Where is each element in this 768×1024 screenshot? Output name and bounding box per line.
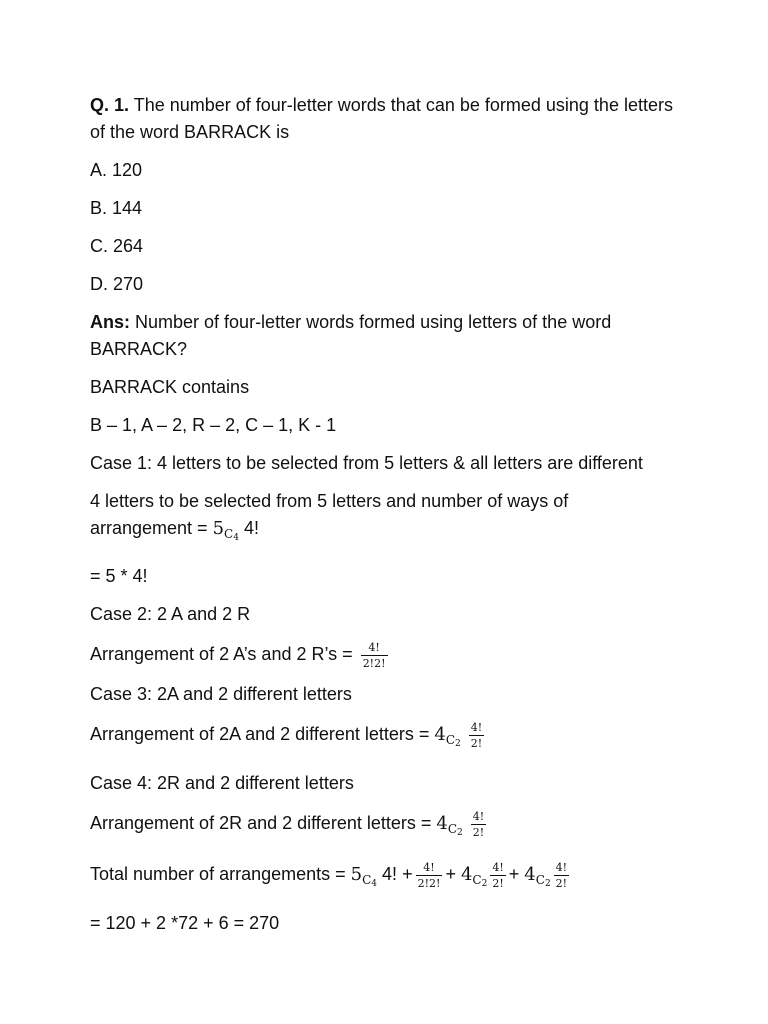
total-plus-2: +: [445, 863, 456, 884]
case2-line: Arrangement of 2 A’s and 2 R’s =: [90, 644, 353, 664]
case2-fraction: $\frac{4!}{2!2!}$: [362, 640, 386, 670]
question-label: Q. 1.: [90, 95, 130, 115]
case3-comb-c: C2: [445, 732, 461, 749]
total-term4-n: 4: [524, 863, 536, 885]
total-term3-n: 4: [460, 863, 473, 885]
case1-line-b: arrangement =: [90, 518, 208, 538]
total-plus-3: +: [508, 863, 520, 884]
total-result: = 120 + 2 *72 + 6 = 270: [90, 912, 280, 933]
case1-comb-n: 5: [212, 518, 225, 539]
option-c: C. 264: [90, 236, 144, 256]
case4-title: Case 4: 2R and 2 different letters: [90, 772, 354, 793]
contains-heading: BARRACK contains: [90, 377, 250, 397]
case4-arrangement: [90, 808, 690, 848]
case1-title: Case 1: 4 letters to be selected from 5 letters & all letters are different: [90, 453, 643, 473]
total-term3-comb: C2: [472, 872, 488, 889]
answer-text: Number of four-letter words formed using letters of the word BARRACK?: [90, 312, 612, 359]
total-term1-factor: 4!: [382, 863, 398, 884]
document-page: [90, 92, 690, 948]
case4-comb-n: 4: [436, 812, 448, 834]
case1-line-a: 4 letters to be selected from 5 letters and number of ways of: [90, 491, 569, 511]
case3-comb-n: 4: [434, 723, 446, 745]
letter-counts: B – 1, A – 2, R – 2, C – 1, K - 1: [90, 415, 337, 435]
total-term2-fraction: $\frac{4!}{2!2!}$: [417, 860, 441, 890]
option-b: B. 144: [90, 198, 143, 218]
case3-title: Case 3: 2A and 2 different letters: [90, 683, 352, 704]
answer-paragraph: [90, 309, 690, 363]
case3-line: Arrangement of 2A and 2 different letters =: [90, 723, 430, 744]
total-term4-comb: C2: [535, 872, 551, 889]
question-paragraph: [90, 92, 690, 146]
case1-result: = 5 * 4!: [90, 566, 148, 586]
total-arrangements: [90, 859, 690, 899]
total-term1-n: 5: [350, 863, 363, 885]
total-line: Total number of arrangements =: [90, 863, 346, 884]
case4-comb-c: C2: [447, 821, 463, 838]
total-term1-comb: C4: [362, 872, 378, 889]
case3-arrangement: [90, 719, 690, 759]
total-term4-fraction: $\frac{4!}{2!}$: [555, 860, 568, 890]
case2-title: Case 2: 2 A and 2 R: [90, 604, 251, 624]
total-plus-1: +: [402, 863, 413, 884]
case3-fraction: $\frac{4!}{2!}$: [470, 720, 483, 750]
case2-arrangement: [90, 639, 690, 670]
question-text: The number of four-letter words that can be formed using the letters of the word BARRACK is: [90, 95, 673, 142]
case1-description: [90, 488, 690, 552]
total-term3-fraction: $\frac{4!}{2!}$: [492, 860, 504, 890]
case4-fraction: $\frac{4!}{2!}$: [472, 809, 485, 839]
case4-line: Arrangement of 2R and 2 different letters =: [90, 812, 432, 833]
case1-comb-c: C4: [224, 527, 239, 543]
option-d: D. 270: [90, 274, 144, 294]
option-a: A. 120: [90, 160, 143, 180]
answer-label: Ans:: [90, 312, 130, 332]
case1-factor: 4!: [243, 518, 259, 538]
